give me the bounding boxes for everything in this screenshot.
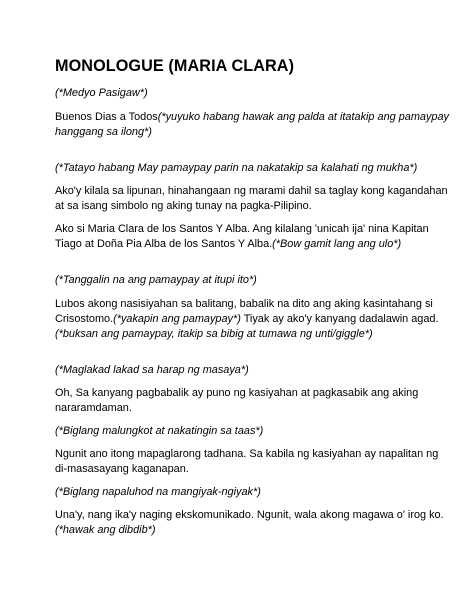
stage-direction: (*Bow gamit lang ang ulo*) bbox=[272, 238, 402, 250]
dialogue-text: Ngunit ano itong mapaglarong tadhana. Sa kabila ng kasiyahan ay napalitan ng di-masasayang kaganapan. bbox=[55, 448, 439, 475]
stage-direction-12 bbox=[55, 485, 450, 500]
dialogue-block-11 bbox=[55, 447, 450, 477]
stage-direction: (*yuyuko habang hawak ang palda at itatakip ang pamaypay hanggang sa ilong*) bbox=[55, 111, 449, 138]
dialogue-block-2 bbox=[55, 110, 450, 140]
stage-direction-6 bbox=[55, 273, 450, 288]
dialogue-text: Oh, Sa kanyang pagbabalik ay puno ng kasiyahan at pagkasabik ang aking nararamdaman. bbox=[55, 387, 419, 414]
dialogue-block-5 bbox=[55, 222, 450, 252]
dialogue-text: Tiyak ay ako'y kanyang dadalawin agad. bbox=[240, 313, 439, 325]
stage-direction-8 bbox=[55, 363, 450, 378]
dialogue-block-9 bbox=[55, 386, 450, 416]
dialogue-text: Ako si Maria Clara de los Santos Y Alba. Ang kilalang 'unicah ija' nina Kapitan Tiago at Doña Pia Alba de los Santos Y Alba. bbox=[55, 223, 429, 250]
stage-direction: (*buksan ang pamaypay, itakip sa bibig at tumawa ng unti/giggle*) bbox=[55, 328, 373, 340]
dialogue-text: Lubos akong nasisiyahan sa balitang, babalik na dito ang aking kasintahang si Crisostomo. bbox=[55, 298, 433, 325]
dialogue-text: Buenos Dias a Todos bbox=[55, 111, 158, 123]
stage-direction: (*Tatayo habang May pamaypay parin na nakatakip sa kalahati ng mukha*) bbox=[55, 162, 418, 174]
stage-direction-10 bbox=[55, 424, 450, 439]
dialogue-text: Una'y, nang ika'y naging ekskomunikado. Ngunit, wala akong magawa o' irog ko. bbox=[55, 509, 444, 521]
dialogue-block-13 bbox=[55, 508, 450, 538]
dialogue-text: Ako'y kilala sa lipunan, hinahangaan ng marami dahil sa taglay kong kagandahan at sa isang simbolo ng aking tunay na pagka-Pilipino. bbox=[55, 185, 448, 212]
dialogue-block-7 bbox=[55, 297, 450, 342]
document-page bbox=[55, 56, 450, 538]
stage-direction: (*Maglakad lakad sa harap ng masaya*) bbox=[55, 364, 249, 376]
stage-direction: (*hawak ang dibdib*) bbox=[55, 524, 156, 536]
stage-direction: (*Tanggalin na ang pamaypay at itupi ito*) bbox=[55, 274, 257, 286]
stage-direction: (*yakapin ang pamaypay*) bbox=[113, 313, 241, 325]
stage-direction-3 bbox=[55, 161, 450, 176]
dialogue-block-4 bbox=[55, 184, 450, 214]
stage-direction-1 bbox=[55, 86, 450, 101]
stage-direction: (*Biglang napaluhod na mangiyak-ngiyak*) bbox=[55, 486, 261, 498]
stage-direction: (*Biglang malungkot at nakatingin sa taas*) bbox=[55, 425, 264, 437]
stage-direction: (*Medyo Pasigaw*) bbox=[55, 87, 148, 99]
document-title: MONOLOGUE (MARIA CLARA) bbox=[55, 57, 295, 75]
